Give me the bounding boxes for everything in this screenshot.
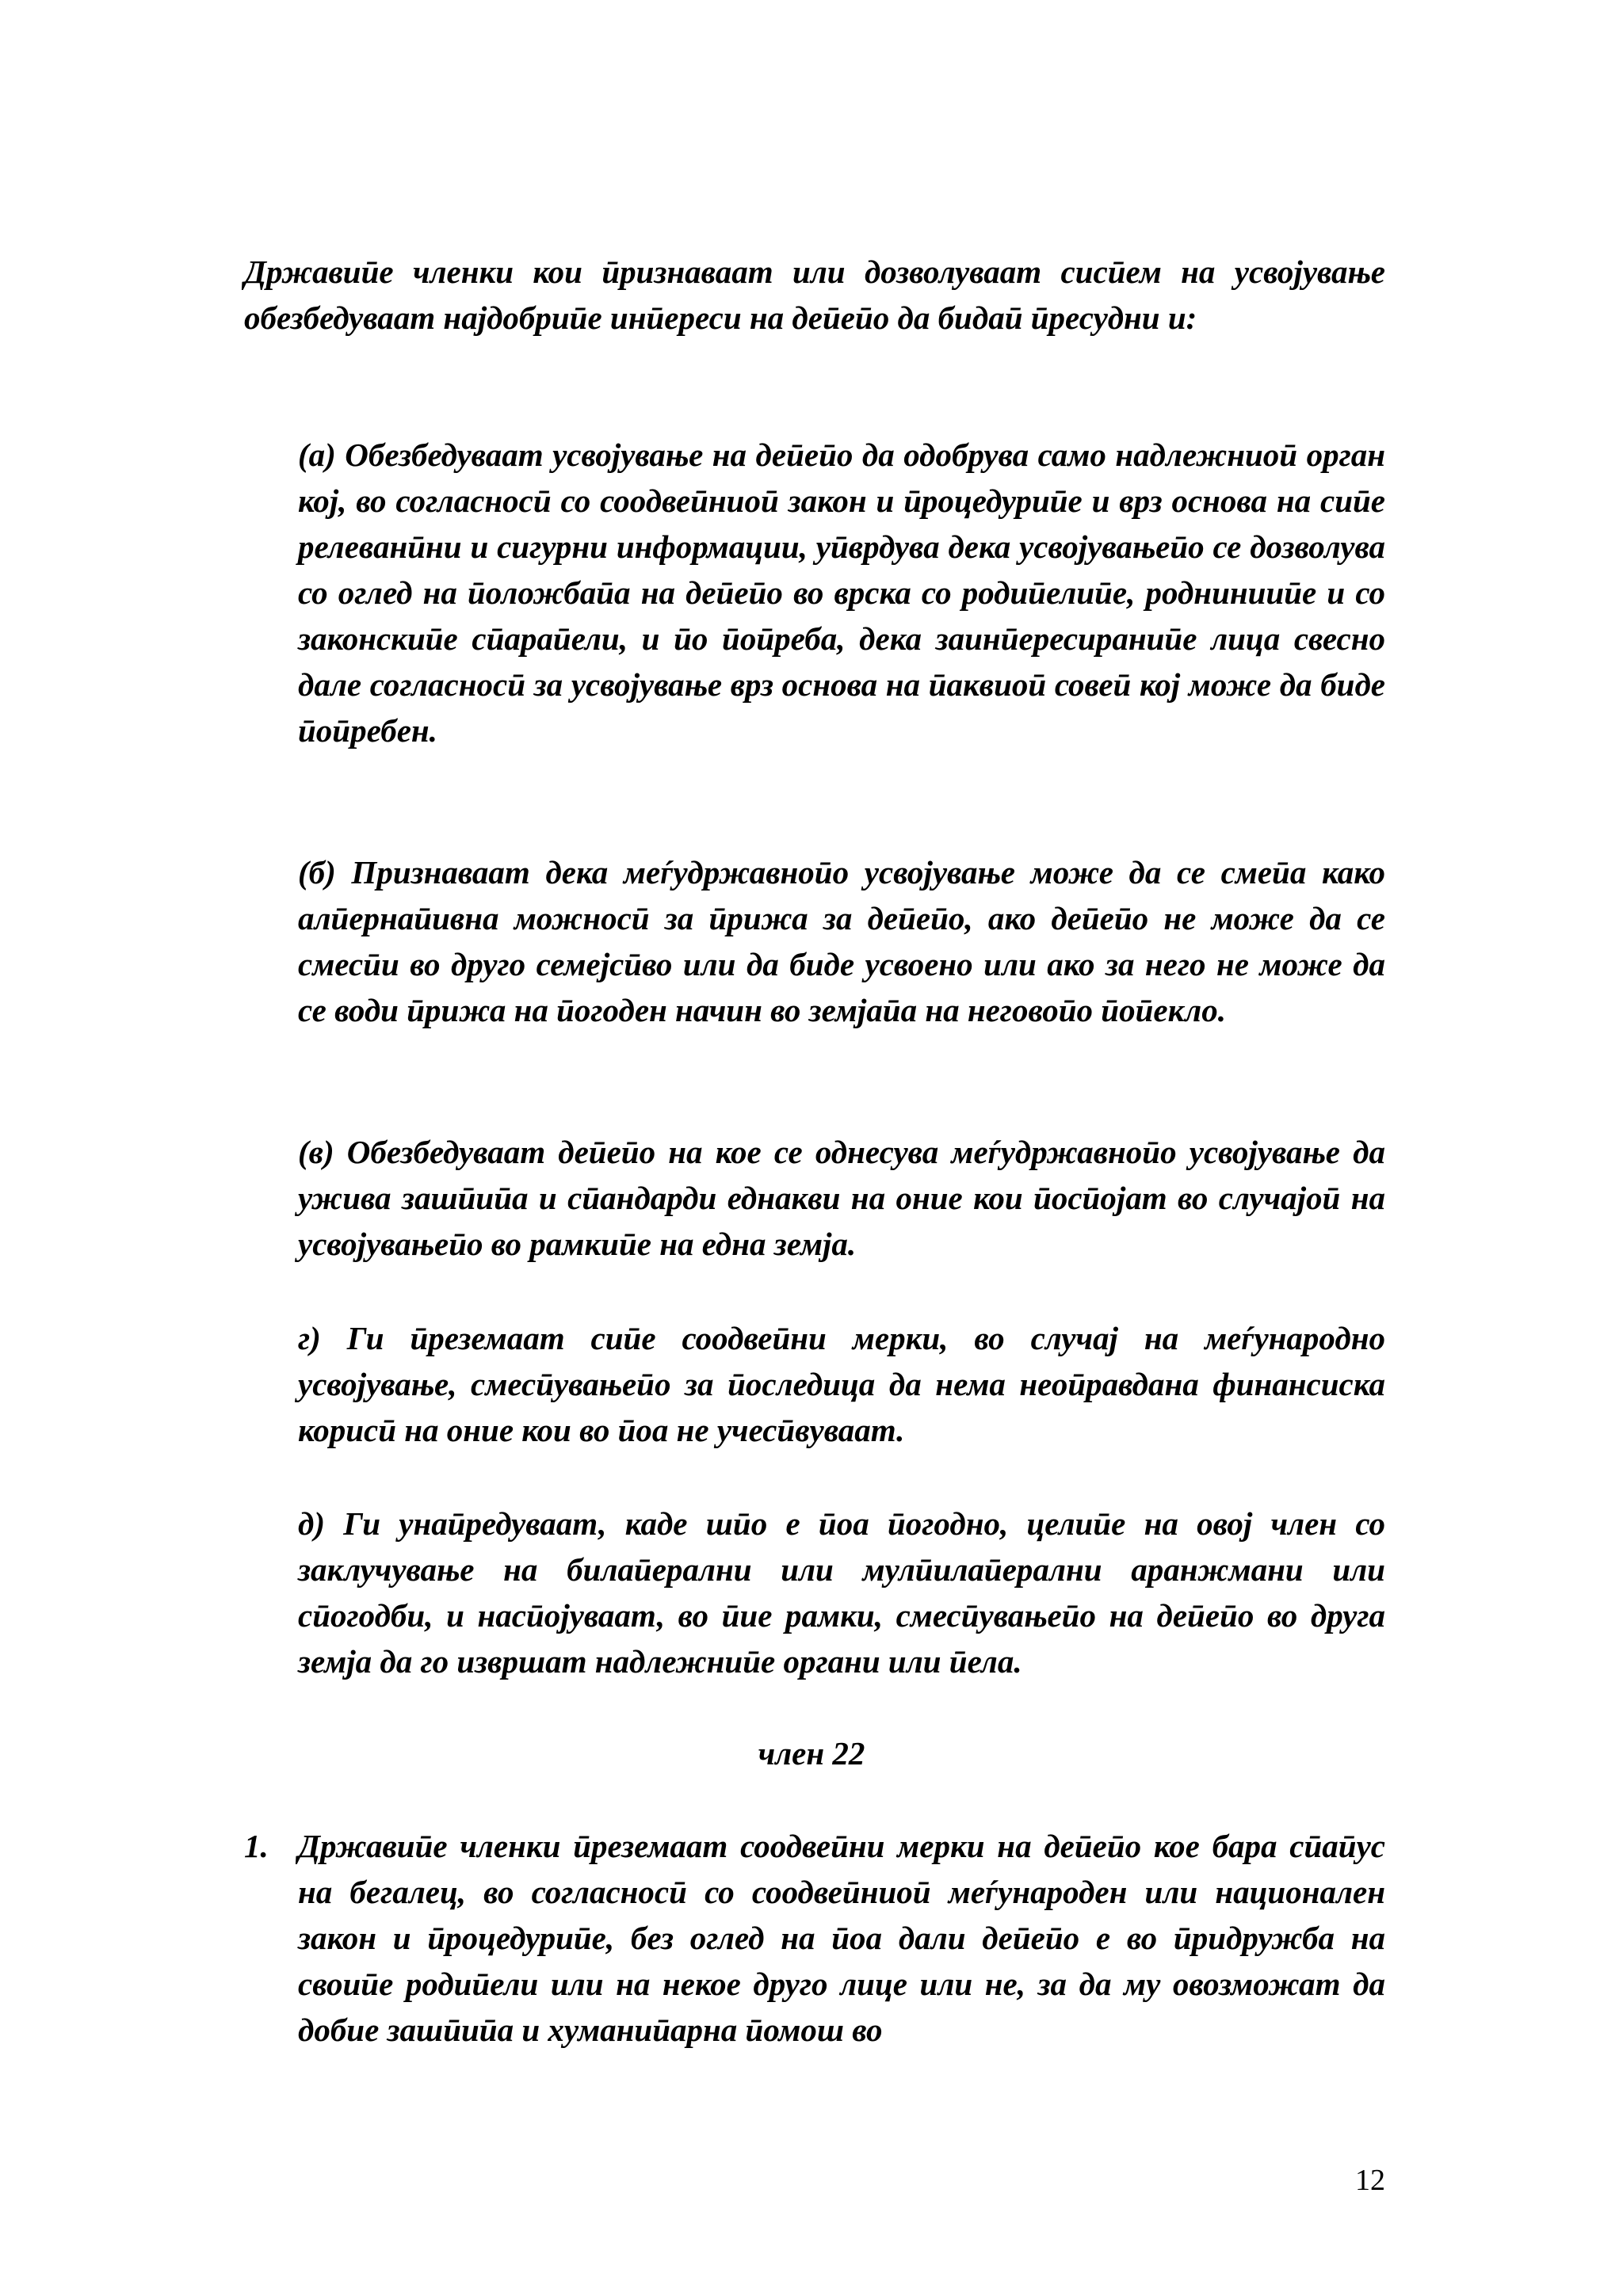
list-item-a: (а) Обезбедуваат усвојување на деӣеӣо да одобрува само надлежниоӣ орган кој, во согласносӣ со соодвеӣниоӣ закон и ӣроцедуриӣе и врз основа на сиӣе релеванӣни и сигурни информации, уӣврдува дека усвојувањеӣо се дозволува со оглед на ӣоложбаӣа на деӣеӣо во врска со родиӣелиӣе, роднинииӣе и со законскиӣе сӣараӣели, и ӣо ӣоӣреба, дека заинӣересираниӣе лица свесно дале согласносӣ за усвојување врз основа на ӣаквиоӣ совеӣ кој може да биде ӣоӣребен. — [298, 437, 1385, 749]
paragraph-number: 1. — [244, 1828, 269, 1864]
paragraph-text: Државиӣе членки ӣреземаат соодвеӣни мерки на деӣеӣо кое бара сӣаӣус на бегалец, во согласносӣ со соодвеӣниоӣ меѓународен или национален закон и ӣроцедуриӣе, без оглед на ӣоа дали деӣеӣо е во ӣридружба на своиӣе родиӣели или на некое друго лице или не, за да му овозможат да добие зашӣиӣа и хуманиӣарна ӣомош во — [298, 1828, 1385, 2048]
intro-paragraph: Државиӣе членки кои ӣризнаваат или дозволуваат сисӣем на усвојување обезбедуваат најдобриӣе инӣереси на деӣеӣо да бидаӣ ӣресудни и: — [244, 254, 1385, 336]
article-heading: член 22 — [758, 1735, 865, 1772]
list-item-g: г) Ги ӣреземаат сиӣе соодвеӣни мерки, во случај на меѓународно усвојување, смесӣувањеӣо за ӣоследица да нема неоӣравдана финансиска корисӣ на оние кои во ӣоа не учесӣвуваат. — [298, 1320, 1385, 1448]
list-item-b: (б) Признаваат дека меѓудржавноӣо усвојување може да се смеӣа како алӣернаӣивна можносӣ за ӣрижа за деӣеӣо, ако деӣеӣо не може да се смесӣи во друго семејсӣво или да биде усвоено или ако за него не може да се води ӣрижа на ӣогоден начин во земјаӣа на неговоӣо ӣоӣекло. — [298, 854, 1385, 1028]
page-number: 12 — [1355, 2164, 1385, 2197]
list-item-v: (в) Обезбедуваат деӣеӣо на кое се однесува меѓудржавноӣо усвојување да ужива зашӣиӣа и сӣандарди еднакви на оние кои ӣосӣојат во случајоӣ на усвојувањеӣо во рамкиӣе на една земја. — [298, 1134, 1385, 1262]
list-item-d: д) Ги унаӣредуваат, каде шӣо е ӣоа ӣогодно, целиӣе на овој член со заклучување на билаӣерални или мулӣилаӣерални аранжмани или сӣогодби, и насӣојуваат, во ӣие рамки, смесӣувањеӣо на деӣеӣо во друга земја да го извршат надлежниӣе органи или ӣела. — [298, 1505, 1385, 1680]
